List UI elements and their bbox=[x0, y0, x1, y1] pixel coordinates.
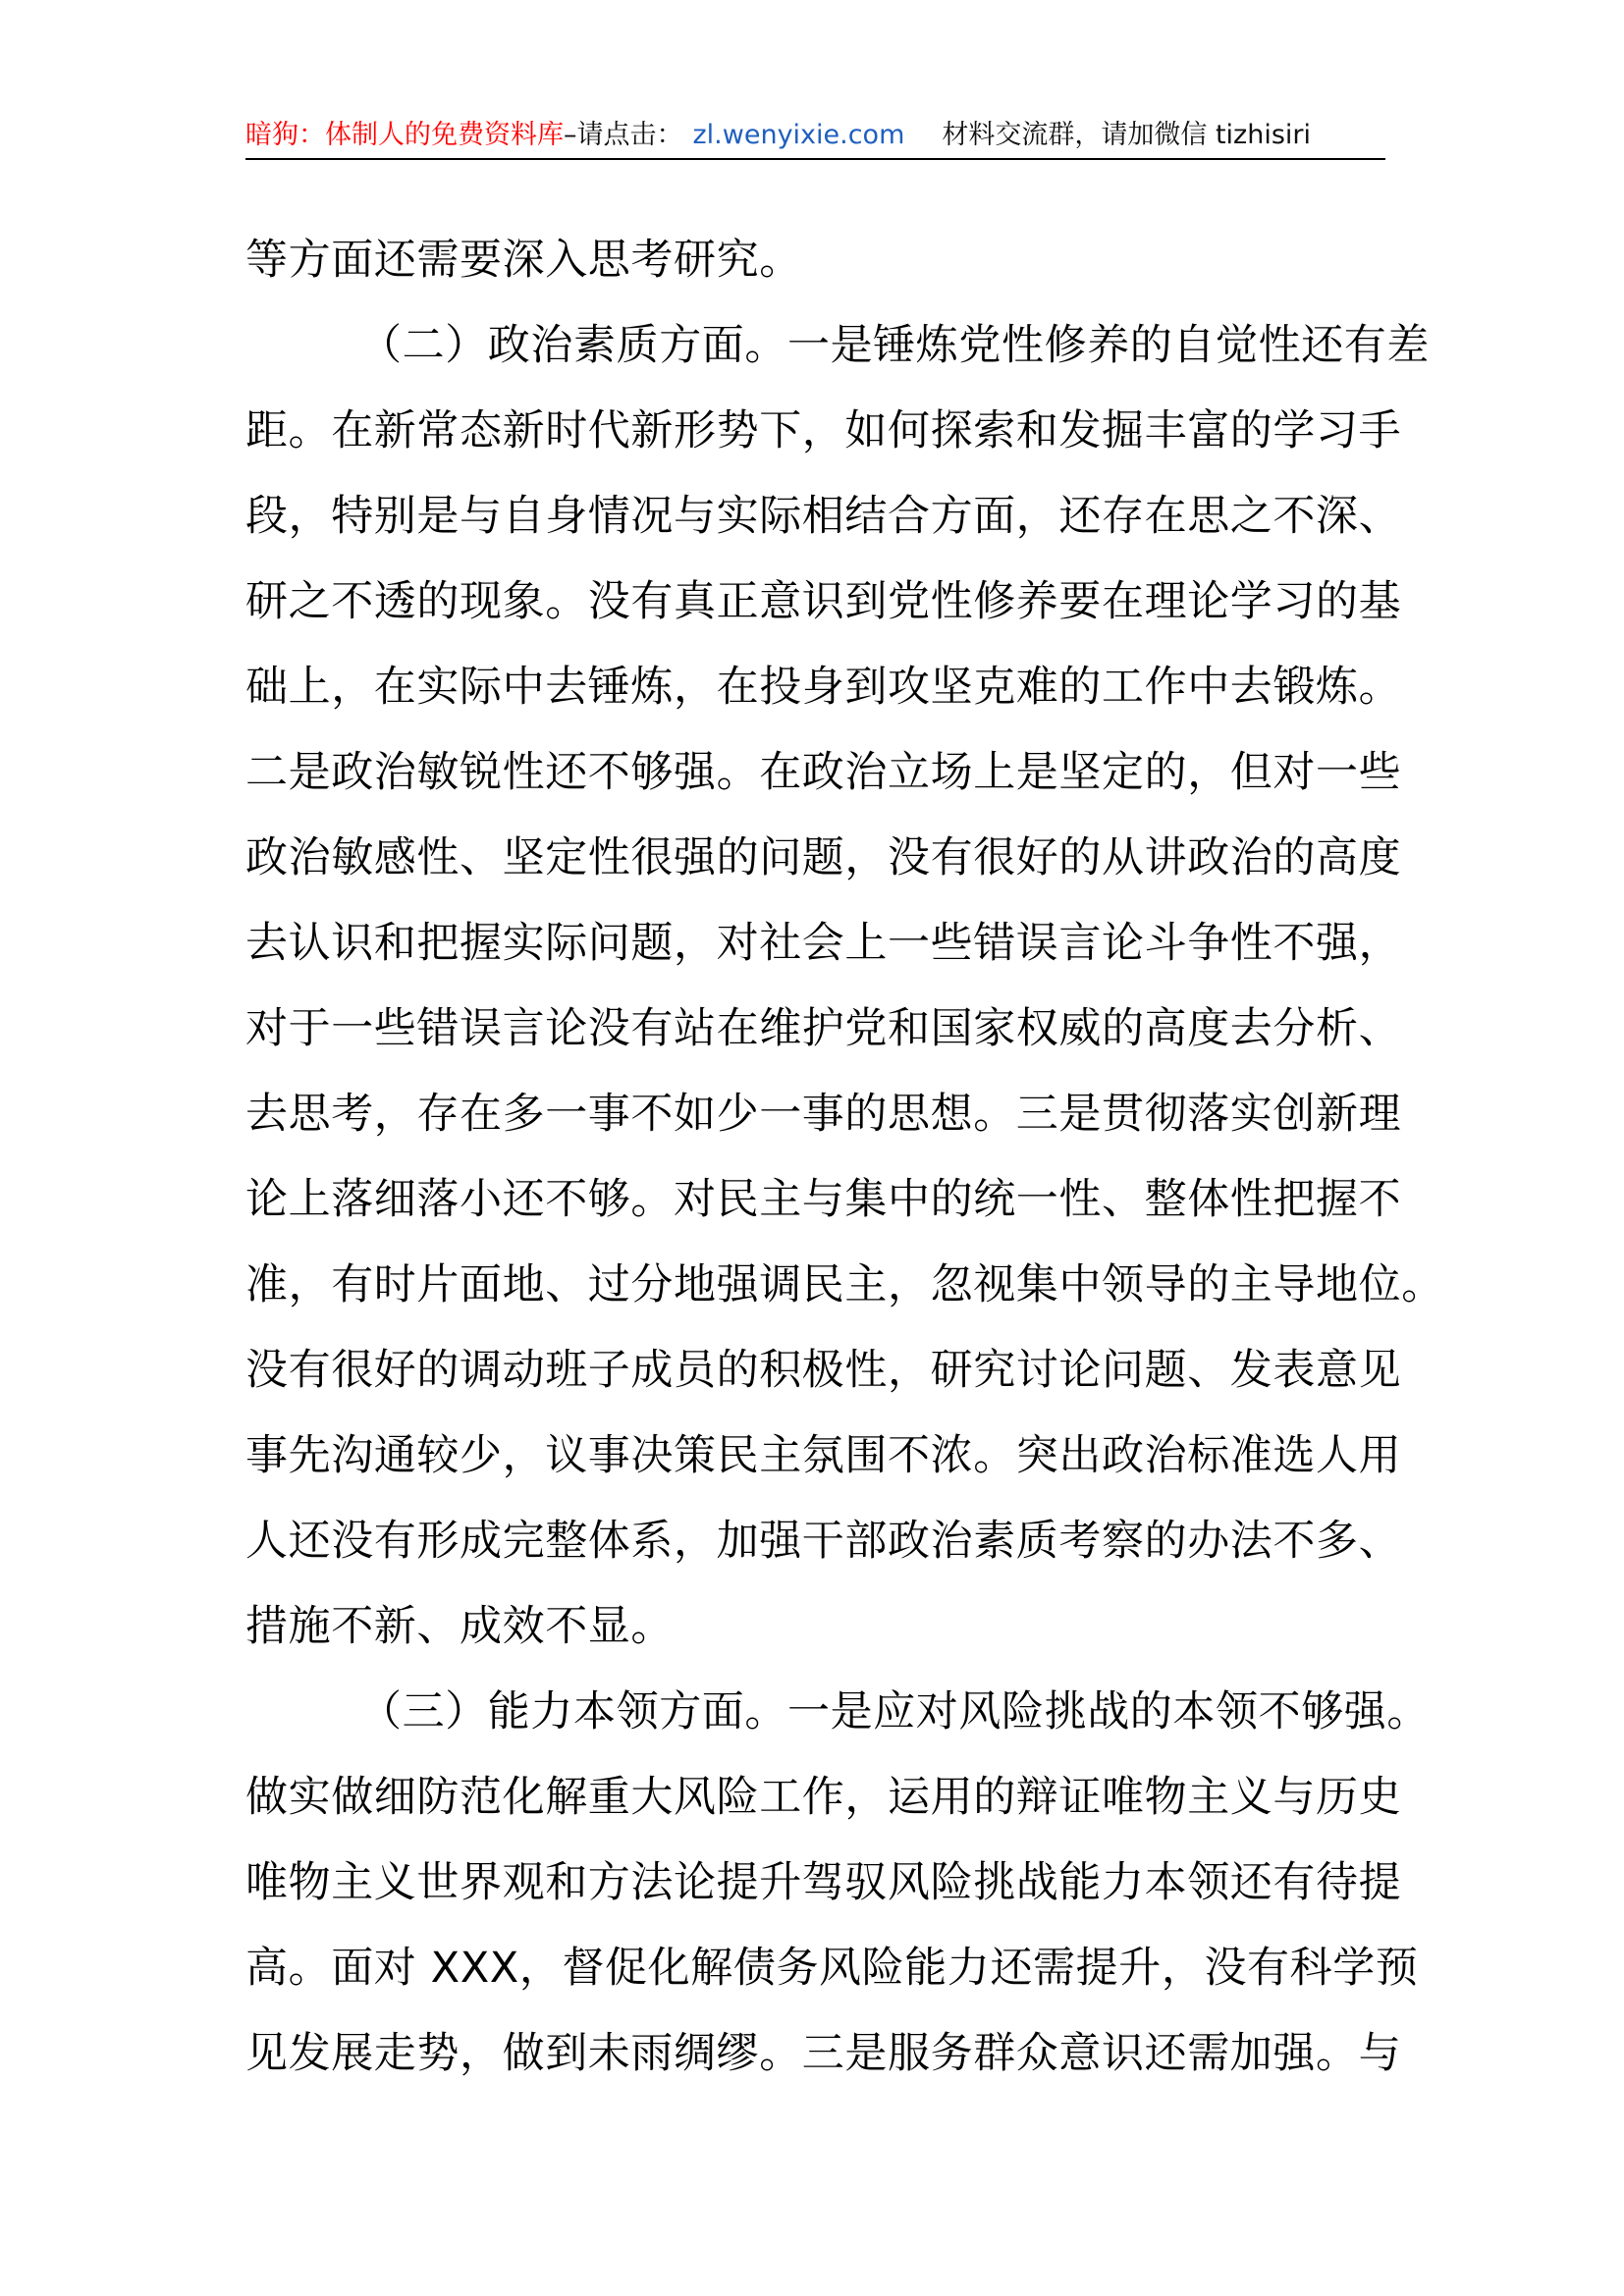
text-line: 高。面对 XXX，督促化解债务风险能力还需提升，没有科学预 bbox=[245, 1944, 1419, 1993]
text-line: 做实做细防范化解重大风险工作，运用的辩证唯物主义与历史 bbox=[245, 1773, 1402, 1822]
text-line: 二是政治敏锐性还不够强。在政治立场上是坚定的，但对一些 bbox=[245, 748, 1402, 797]
site-link[interactable]: zl.wenyixie.com bbox=[692, 120, 905, 150]
text-line: 段，特别是与自身情况与实际相结合方面，还存在思之不深、 bbox=[245, 492, 1402, 541]
text-line: 等方面还需要深入思考研究。 bbox=[245, 236, 802, 285]
text-line: 人还没有形成完整体系，加强干部政治素质考察的办法不多、 bbox=[245, 1517, 1402, 1566]
text-line: 政治敏感性、坚定性很强的问题，没有很好的从讲政治的高度 bbox=[245, 833, 1402, 882]
text-line: 距。在新常态新时代新形势下，如何探索和发掘丰富的学习手 bbox=[245, 406, 1402, 455]
click-prompt: –请点击： bbox=[564, 120, 683, 150]
text-line: 对于一些错误言论没有站在维护党和国家权威的高度去分析、 bbox=[245, 1004, 1402, 1053]
text-line: 没有很好的调动班子成员的积极性，研究讨论问题、发表意见 bbox=[245, 1346, 1402, 1395]
text-line: 见发展走势，做到未雨绸缪。三是服务群众意识还需加强。与 bbox=[245, 2029, 1402, 2078]
page-header bbox=[245, 116, 1384, 155]
text-line: 础上，在实际中去锤炼，在投身到攻坚克难的工作中去锻炼。 bbox=[245, 663, 1402, 712]
text-line: 去思考，存在多一事不如少一事的思想。三是贯彻落实创新理 bbox=[245, 1090, 1402, 1139]
text-line: 去认识和把握实际问题，对社会上一些错误言论斗争性不强， bbox=[245, 919, 1402, 968]
section-heading-line: （二）政治素质方面。一是锤炼党性修养的自觉性还有差 bbox=[359, 321, 1430, 370]
text-line: 研之不透的现象。没有真正意识到党性修养要在理论学习的基 bbox=[245, 577, 1402, 626]
text-line: 准，有时片面地、过分地强调民主，忽视集中领导的主导地位。 bbox=[245, 1260, 1444, 1309]
group-note: 材料交流群，请加微信 tizhisiri bbox=[942, 120, 1312, 150]
text-line: 事先沟通较少，议事决策民主氛围不浓。突出政治标准选人用 bbox=[245, 1431, 1402, 1480]
text-line: 唯物主义世界观和方法论提升驾驭风险挑战能力本领还有待提 bbox=[245, 1858, 1402, 1907]
header-divider bbox=[245, 158, 1385, 160]
text-line: 措施不新、成效不显。 bbox=[245, 1602, 674, 1651]
brand-label: 暗狗：体制人的免费资料库 bbox=[245, 120, 564, 150]
section-heading-line: （三）能力本领方面。一是应对风险挑战的本领不够强。 bbox=[359, 1687, 1430, 1736]
text-line: 论上落细落小还不够。对民主与集中的统一性、整体性把握不 bbox=[245, 1175, 1402, 1224]
document-body bbox=[245, 218, 1444, 2097]
